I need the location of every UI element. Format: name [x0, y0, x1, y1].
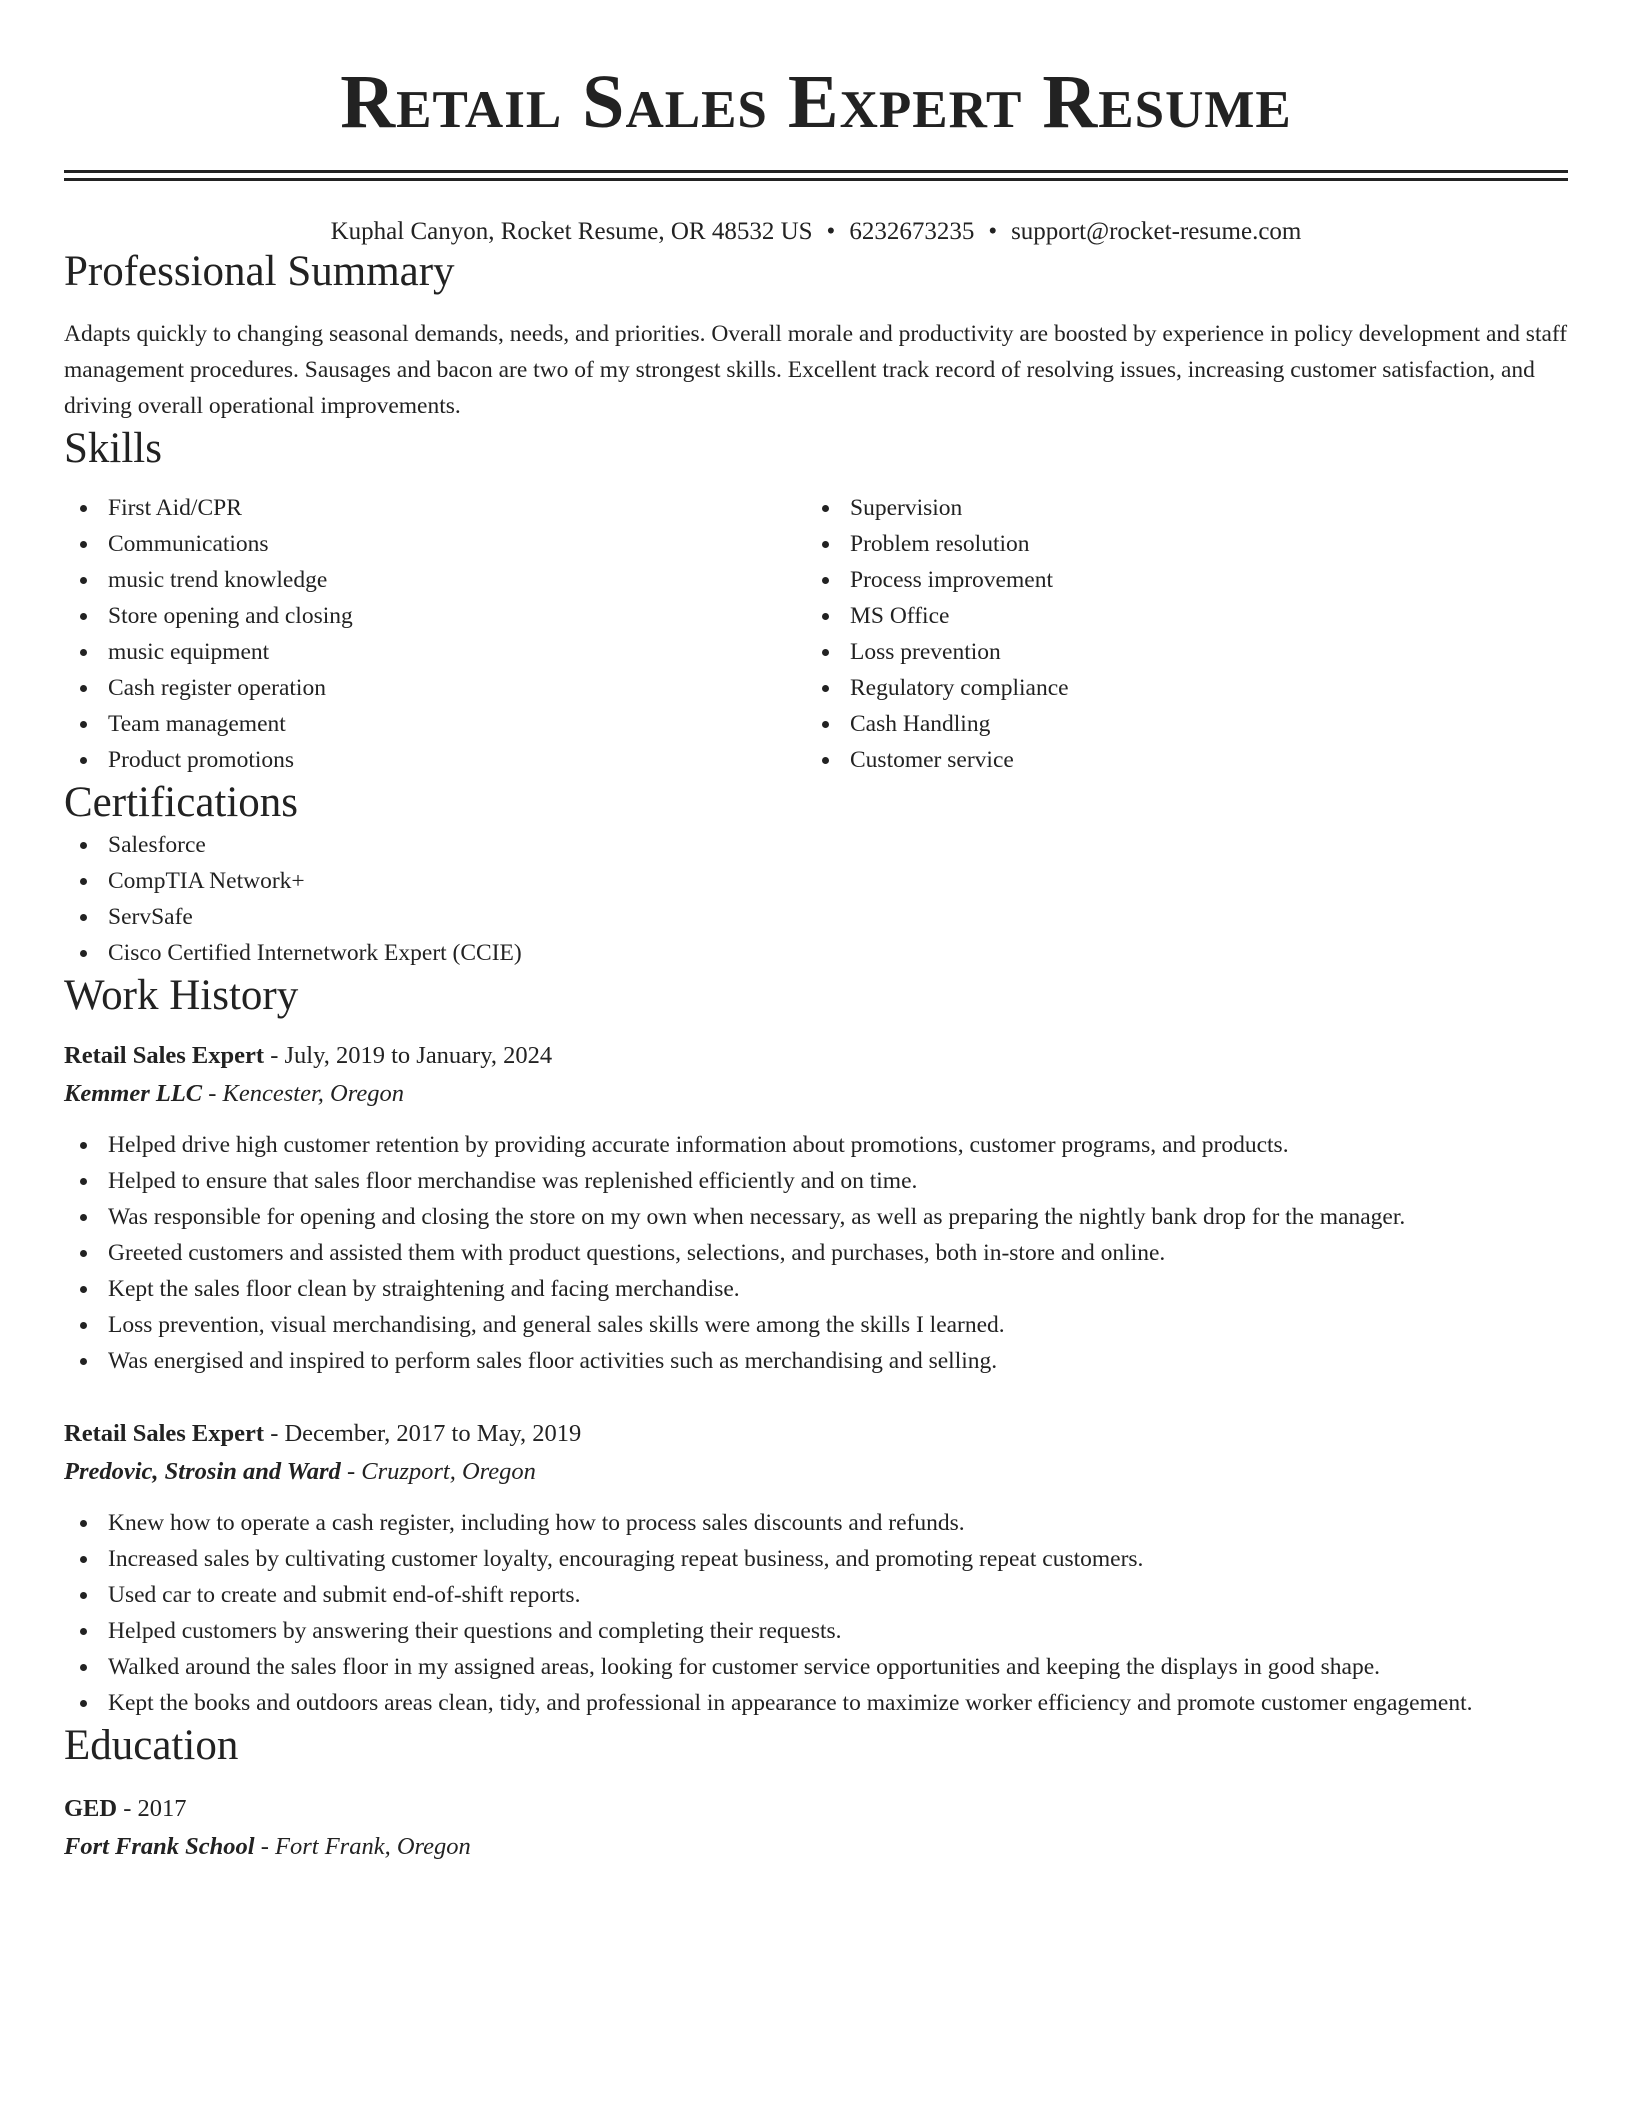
work-history-heading: Work History — [64, 972, 299, 1020]
job-duty: Helped drive high customer retention by providing accurate information about promotions, customer programs, and products. — [64, 1127, 1568, 1163]
skill-item: Supervision — [806, 490, 1548, 526]
contact-separator: • — [826, 218, 836, 245]
education-year: - 2017 — [117, 1795, 187, 1823]
skill-item: Team management — [64, 706, 806, 742]
job-duty: Knew how to operate a cash register, including how to process sales discounts and refunds. — [64, 1505, 1568, 1541]
certifications-list — [64, 827, 1568, 971]
job-role: Retail Sales Expert — [64, 1041, 265, 1069]
company-line — [64, 1075, 1568, 1113]
education-school: Fort Frank School — [64, 1833, 255, 1861]
skill-item: First Aid/CPR — [64, 490, 806, 526]
job-location: - Cruzport, Oregon — [340, 1457, 536, 1485]
certification-item: CompTIA Network+ — [64, 863, 1568, 899]
job-duty: Was energised and inspired to perform sales floor activities such as merchandising and selling. — [64, 1343, 1568, 1379]
job-duty: Was responsible for opening and closing the store on my own when necessary, as well as preparing the nightly bank drop for the manager. — [64, 1199, 1568, 1235]
skill-item: Process improvement — [806, 562, 1548, 598]
skill-item: MS Office — [806, 598, 1548, 634]
job-duty: Kept the sales floor clean by straightening and facing merchandise. — [64, 1271, 1568, 1307]
job-duty: Increased sales by cultivating customer loyalty, encouraging repeat business, and promoting repeat customers. — [64, 1541, 1568, 1577]
certification-item: Salesforce — [64, 827, 1568, 863]
education-entry — [64, 1790, 1568, 1866]
job-duty: Walked around the sales floor in my assigned areas, looking for customer service opportunities and keeping the displays in good shape. — [64, 1649, 1568, 1685]
job-company: Kemmer LLC — [64, 1079, 203, 1107]
skills-column-right — [806, 490, 1548, 778]
education-degree: GED — [64, 1795, 118, 1823]
job-duties-list — [64, 1127, 1568, 1379]
contact-line — [64, 217, 1568, 247]
skill-item: Product promotions — [64, 742, 806, 778]
skills-list — [64, 490, 1568, 778]
skill-item: Loss prevention — [806, 634, 1548, 670]
job-title-line — [64, 1415, 1568, 1453]
job-dates: - December, 2017 to May, 2019 — [264, 1419, 582, 1447]
job-duty: Helped to ensure that sales floor merchandise was replenished efficiently and on time. — [64, 1163, 1568, 1199]
education-location: - Fort Frank, Oregon — [254, 1833, 471, 1861]
summary-text: Adapts quickly to changing seasonal demands, needs, and priorities. Overall morale and productivity are boosted by experience in policy development and staff management procedures. Sausages and bacon are two of my strongest skills. Excellent track record of resolving issues, increasing customer satisfaction, and driving overall operational improvements. — [64, 321, 1568, 420]
job-entry — [64, 1415, 1568, 1721]
job-role: Retail Sales Expert — [64, 1419, 265, 1447]
job-dates: - July, 2019 to January, 2024 — [264, 1041, 553, 1069]
skill-item: Cash Handling — [806, 706, 1548, 742]
summary-heading: Professional Summary — [64, 248, 455, 295]
contact-separator: • — [988, 218, 998, 245]
job-entry — [64, 1037, 1568, 1379]
job-duty: Used car to create and submit end-of-shift reports. — [64, 1577, 1568, 1613]
school-line — [64, 1828, 1568, 1866]
skill-item: Customer service — [806, 742, 1548, 778]
skills-heading: Skills — [64, 425, 162, 473]
page-title: Retail Sales Expert Resume — [340, 60, 1292, 144]
job-duty: Loss prevention, visual merchandising, and general sales skills were among the skills I learned. — [64, 1307, 1568, 1343]
certification-item: ServSafe — [64, 899, 1568, 935]
skills-column-left — [64, 490, 806, 778]
contact-address: Kuphal Canyon, Rocket Resume, OR 48532 US — [330, 218, 813, 245]
job-company: Predovic, Strosin and Ward — [64, 1457, 341, 1485]
title-divider — [64, 170, 1568, 181]
certification-item: Cisco Certified Internetwork Expert (CCIE) — [64, 935, 1568, 971]
degree-line — [64, 1790, 1568, 1828]
skill-item: Store opening and closing — [64, 598, 806, 634]
job-duty: Kept the books and outdoors areas clean, tidy, and professional in appearance to maximize worker efficiency and promote customer engagement. — [64, 1685, 1568, 1721]
contact-email: support@rocket-resume.com — [1011, 218, 1302, 245]
skill-item: Communications — [64, 526, 806, 562]
job-duties-list — [64, 1505, 1568, 1721]
job-duty: Greeted customers and assisted them with product questions, selections, and purchases, both in-store and online. — [64, 1235, 1568, 1271]
job-title-line — [64, 1037, 1568, 1075]
certifications-heading: Certifications — [64, 778, 299, 826]
contact-phone: 6232673235 — [849, 218, 975, 245]
skill-item: Problem resolution — [806, 526, 1548, 562]
skill-item: Regulatory compliance — [806, 670, 1548, 706]
job-location: - Kencester, Oregon — [202, 1079, 404, 1107]
company-line — [64, 1453, 1568, 1491]
skill-item: music trend knowledge — [64, 562, 806, 598]
skill-item: Cash register operation — [64, 670, 806, 706]
education-heading: Education — [64, 1721, 239, 1769]
skill-item: music equipment — [64, 634, 806, 670]
job-duty: Helped customers by answering their questions and completing their requests. — [64, 1613, 1568, 1649]
